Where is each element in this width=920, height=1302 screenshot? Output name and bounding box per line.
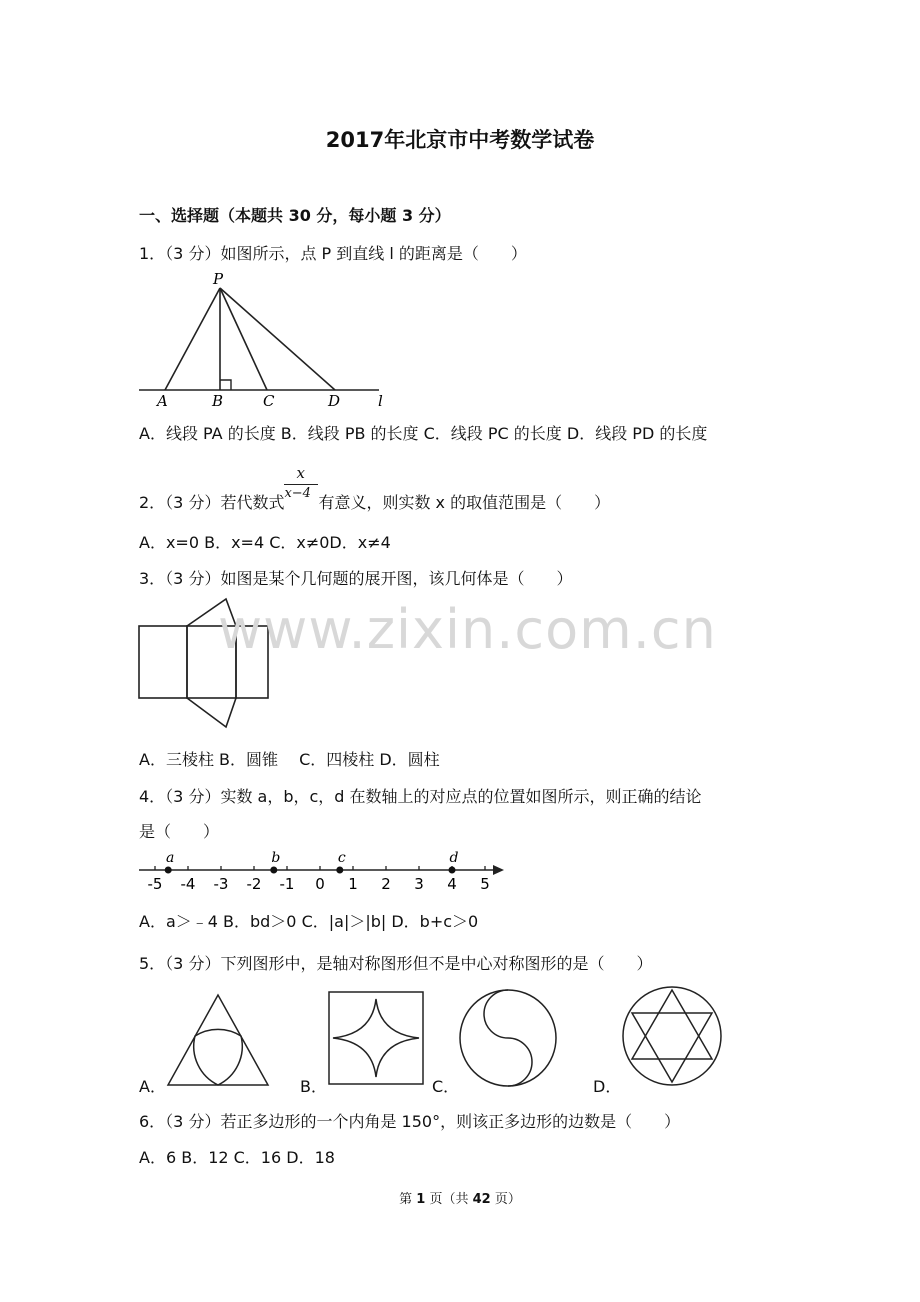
point-a [165, 867, 172, 874]
hexagram-triangle-up [632, 990, 712, 1059]
tick-label: 0 [315, 875, 325, 893]
label-l: l [378, 392, 383, 410]
q3-options: A．三棱柱 B．圆锥 C．四棱柱 D．圆柱 [139, 750, 440, 769]
tick-label: -1 [279, 875, 295, 893]
q2-stem-post: 有意义，则实数 x 的取值范围是（ ） [318, 493, 611, 512]
label-p: P [213, 270, 224, 288]
page-footer [0, 1188, 920, 1207]
page-title: 2017年北京市中考数学试卷 [325, 128, 595, 152]
label-c: C [263, 392, 275, 410]
tick-label: 3 [414, 875, 424, 893]
tick-label: -5 [147, 875, 163, 893]
footer-page-number: 1 [416, 1192, 426, 1207]
point-c [336, 867, 343, 874]
q2-stem-pre: 2．（3 分）若代数式 [139, 493, 285, 512]
segment-pd [220, 288, 335, 390]
point-d [449, 867, 456, 874]
q1-options: A．线段 PA 的长度 B．线段 PB 的长度 C．线段 PC 的长度 D．线段 PD 的长度 [139, 424, 708, 443]
tick-label: -4 [180, 875, 196, 893]
label-b: B [212, 392, 224, 410]
q1-stem: 1．（3 分）如图所示，点 P 到直线 l 的距离是（ ） [139, 244, 527, 263]
tick-label: 5 [480, 875, 490, 893]
number-line-arrow [493, 865, 504, 875]
point-label-d: d [449, 850, 459, 866]
q5-figure-d [620, 984, 724, 1088]
hexagram-circle [623, 987, 721, 1085]
yin-yang-curve [484, 990, 532, 1086]
point-b [270, 867, 277, 874]
point-label-a: a [166, 850, 175, 866]
triangle-outline [168, 995, 268, 1085]
q5-option-b-label: B． [300, 1077, 327, 1096]
q2-stem [139, 464, 611, 513]
label-d: D [328, 392, 341, 410]
four-point-star [333, 999, 419, 1077]
point-label-b: b [271, 850, 281, 866]
point-label-c: c [337, 850, 346, 866]
q2-fraction [284, 464, 318, 508]
footer-mid: 页（共 [425, 1192, 473, 1207]
q5-figure-c [457, 987, 559, 1089]
q5-option-d-label: D． [593, 1077, 622, 1096]
q4-stem-line1: 4．（3 分）实数 a，b，c，d 在数轴上的对应点的位置如图所示，则正确的结论 [139, 787, 702, 806]
net-triangle-bottom [187, 698, 236, 727]
square-outline [329, 992, 423, 1084]
q3-stem: 3．（3 分）如图是某个几何题的展开图，该几何体是（ ） [139, 569, 573, 588]
reuleaux-shape [194, 1029, 243, 1085]
tick-label: -2 [246, 875, 262, 893]
q6-stem: 6．（3 分）若正多边形的一个内角是 150°，则该正多边形的边数是（ ） [139, 1112, 681, 1131]
right-angle-mark [220, 380, 231, 390]
frac-denominator: x−4 [284, 486, 311, 501]
tick-label: -3 [213, 875, 229, 893]
segment-pa [165, 288, 220, 390]
segment-pc [220, 288, 267, 390]
label-a: A [157, 392, 168, 410]
net-rect-left [139, 626, 187, 698]
hexagram-triangle-down [632, 1013, 712, 1082]
q5-figure-a [165, 992, 271, 1090]
footer-post: 页） [490, 1192, 521, 1207]
section-heading: 一、选择题（本题共 30 分，每小题 3 分） [139, 206, 451, 225]
footer-total-pages: 42 [472, 1192, 491, 1207]
tick-label: 4 [447, 875, 457, 893]
q5-option-c-label: C． [432, 1077, 460, 1096]
footer-pre: 第 [399, 1192, 417, 1207]
watermark: www.zixin.com.cn [218, 598, 717, 661]
q1-figure [135, 268, 395, 410]
tick-label: 2 [381, 875, 391, 893]
frac-bar [284, 484, 318, 485]
q5-figure-b [327, 989, 425, 1087]
q4-number-line [136, 846, 508, 894]
q4-options: A．a＞﹣4 B．bd＞0 C．|a|＞|b| D．b+c＞0 [139, 912, 479, 931]
tick-label: 1 [348, 875, 358, 893]
q5-stem: 5．（3 分）下列图形中，是轴对称图形但不是中心对称图形的是（ ） [139, 954, 653, 973]
q4-stem-line2: 是（ ） [139, 822, 220, 841]
frac-numerator: x [296, 464, 305, 482]
q6-options: A．6 B．12 C．16 D．18 [139, 1148, 335, 1167]
q5-option-a-label: A． [139, 1077, 166, 1096]
q2-options: A．x=0 B．x=4 C．x≠0D．x≠4 [139, 533, 391, 552]
